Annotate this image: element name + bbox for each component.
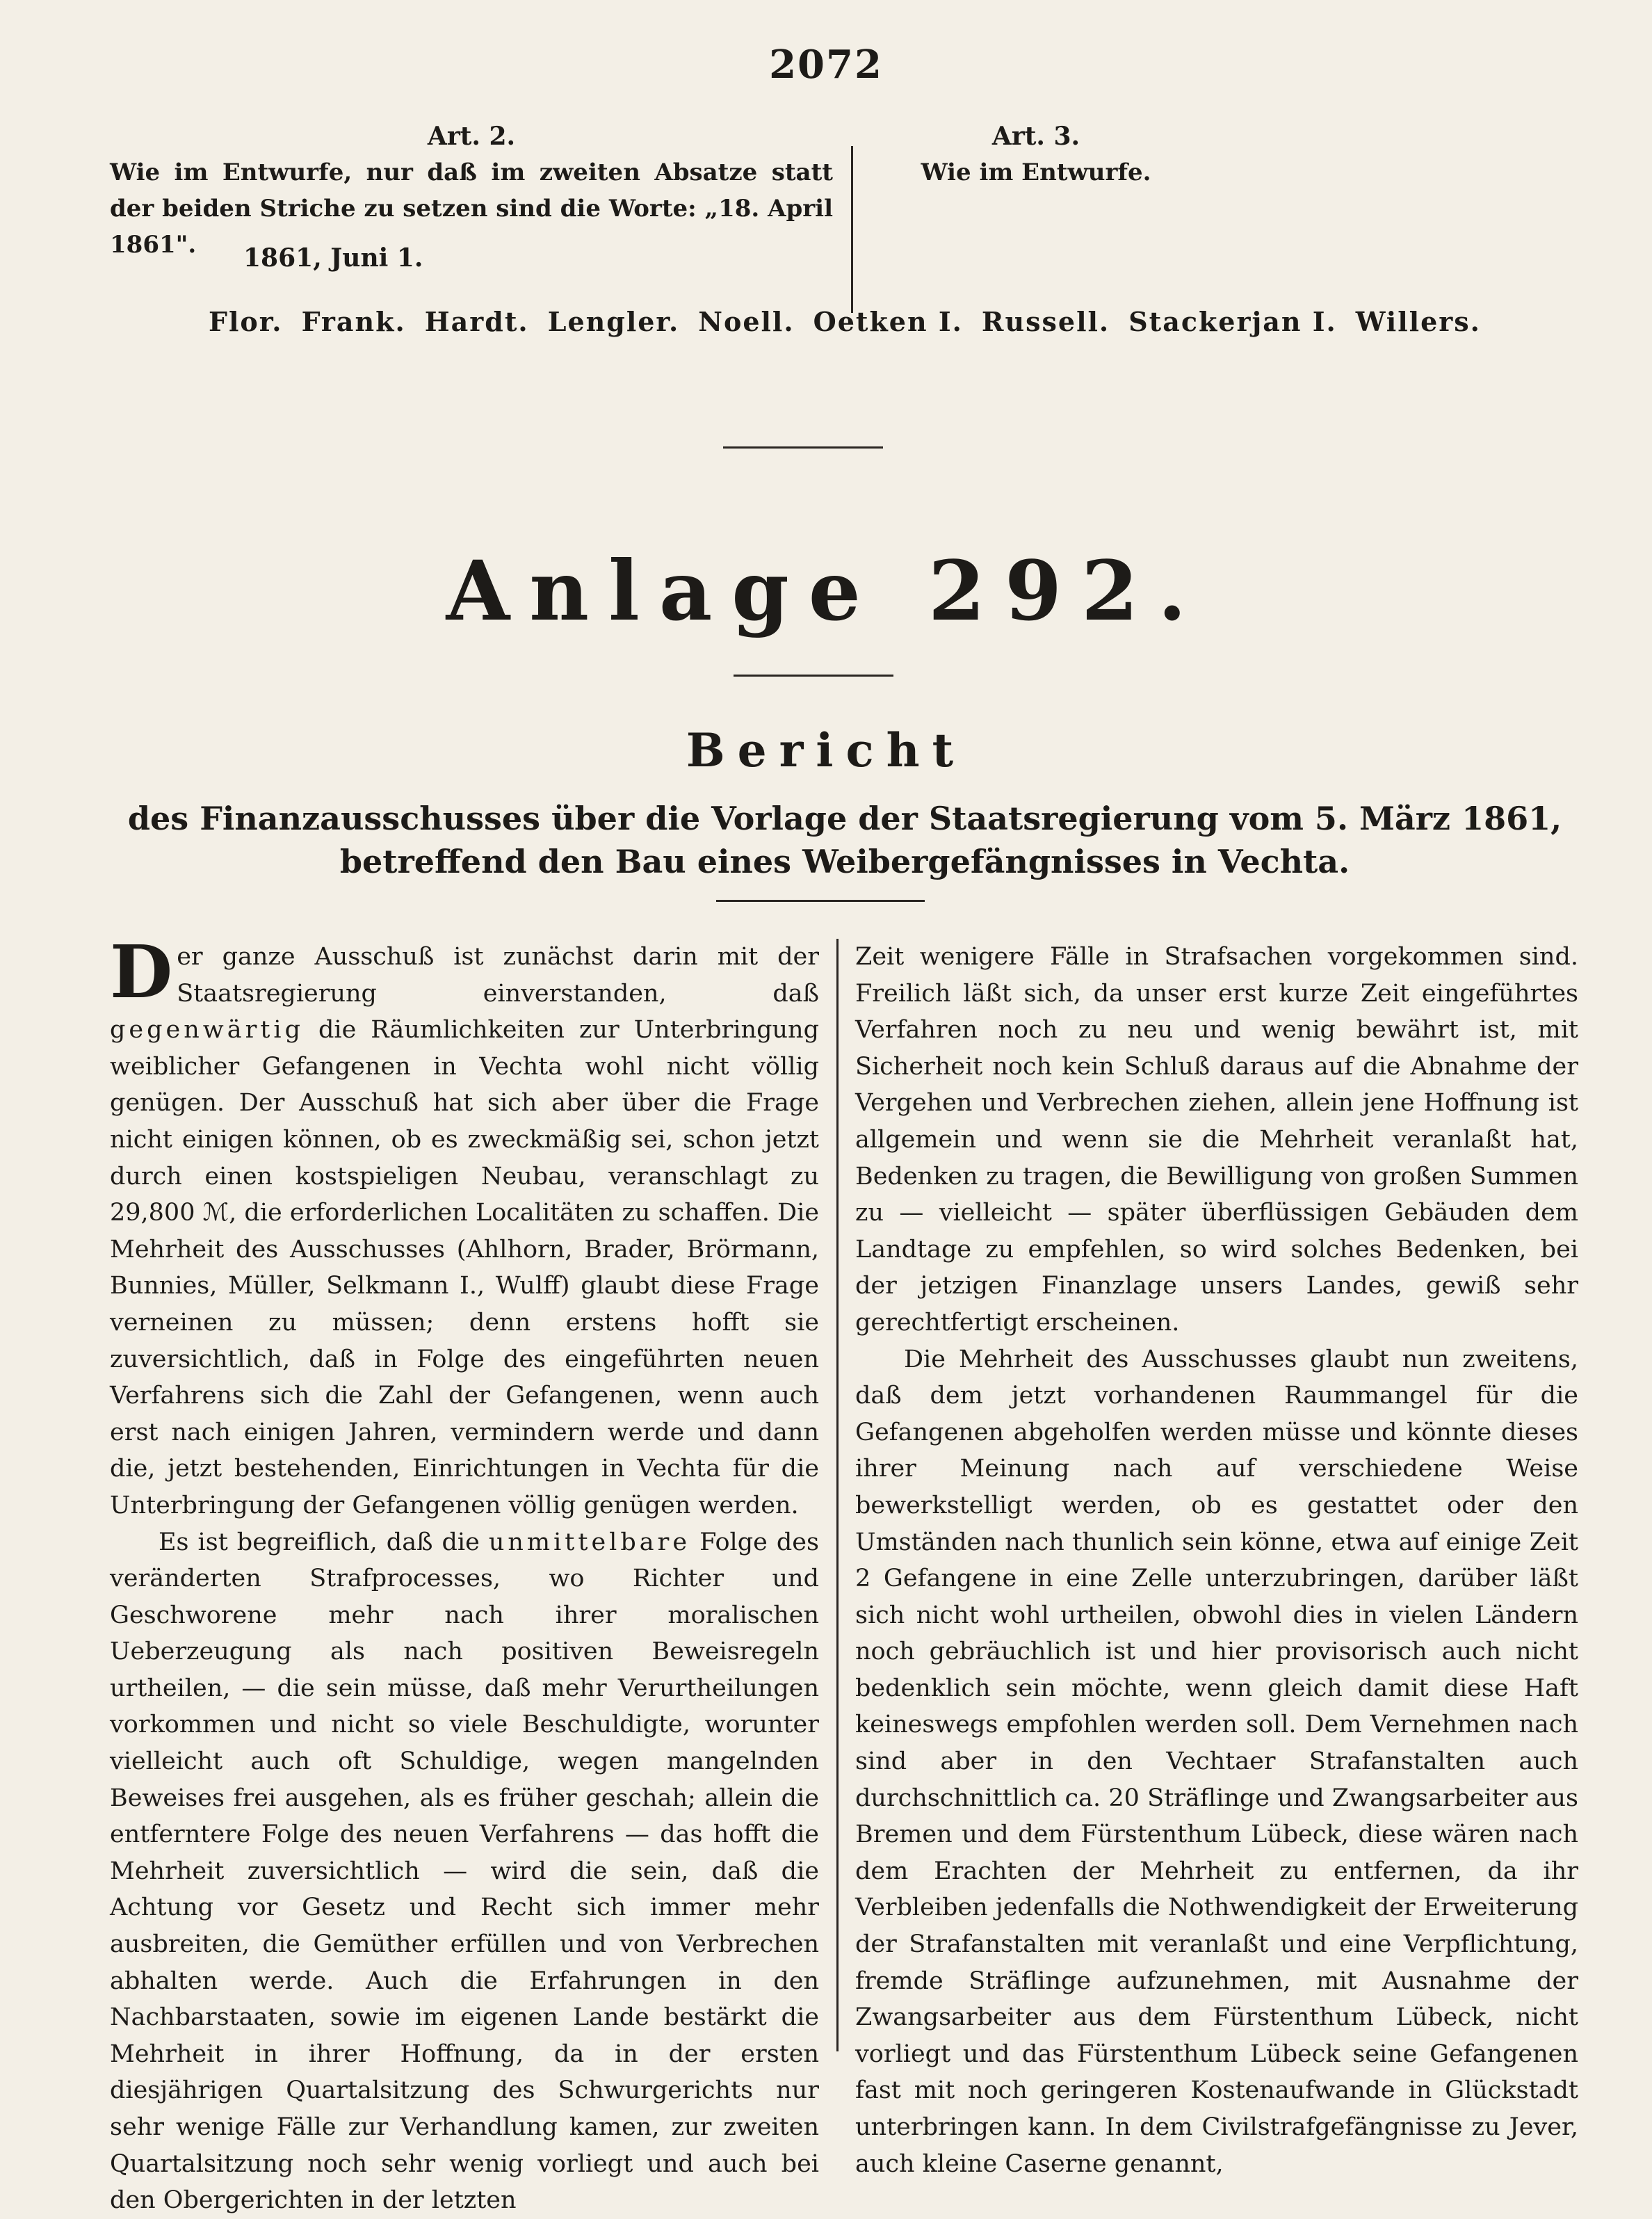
signature: Flor. [209,306,283,337]
article-2 [110,118,833,263]
section-rule [723,446,883,449]
section-rule [734,675,893,677]
paragraph-text: er ganze Ausschuß ist zunächst darin mit der Staatsregierung einverstanden, daß [177,943,819,1008]
signature-list [209,306,1481,337]
paragraph-text: die Räumlichkeiten zur Unterbringung weiblicher Gefangenen in Vechta wohl nicht völlig genügen. Der Ausschuß hat sich aber über die Frage nicht einigen können, ob es zweckmäßig sei, schon jetzt durch einen kostspieligen Neubau, veranschlagt zu 29,800 ℳ, die erforderlichen Localitäten zu schaffen. Die Mehrheit des Ausschusses (Ahlhorn, Brader, Brörmann, Bunnies, Müller, Selkmann I., Wulff) glaubt diese Frage verneinen zu müssen; denn erstens hofft sie zuversichtlich, daß in Folge des eingeführten neuen Verfahrens sich die Zahl der Gefangenen, wenn auch erst nach einigen Jahren, vermindern werde und dann die, jetzt bestehenden, Einrichtungen in Vechta für die Unterbringung der Gefangenen völlig genügen werden. [110,1016,819,1519]
signature: Oetken I. [813,306,963,337]
annex-title: Anlage 292. [446,542,1206,639]
body-paragraph [110,929,819,1524]
article-3-text: Wie im Entwurfe. [921,159,1151,186]
body-column-divider [836,939,839,2051]
signature: Willers. [1355,306,1481,337]
body-paragraph: Die Mehrheit des Ausschusses glaubt nun zweitens, daß dem jetzt vorhandenen Raummangel für die Gefangenen abgeholfen werden müsse und könnte dieses ihrer Meinung nach auf verschiedene Weise bewerkstelligt werden, ob es gestattet oder den Umständen nach thunlich sein könne, etwa auf einige Zeit 2 Gefangene in eine Zelle unterzubringen, darüber läßt sich nicht wohl urtheilen, obwohl dies in vielen Ländern noch gebräuchlich ist und hier provisorisch auch nicht bedenklich sein möchte, wenn gleich damit diese Haft keineswegs empfohlen werden soll. Dem Vernehmen nach sind aber in den Vechtaer Strafanstalten auch durchschnittlich ca. 20 Sträflinge und Zwangsarbeiter aus Bremen und dem Fürstenthum Lübeck, diese wären nach dem Erachten der Mehrheit zu entfernen, da ihr Verbleiben jedenfalls die Nothwendigkeit der Erweiterung der Strafanstalten mit veranlaßt und eine Verpflichtung, fremde Sträflinge aufzunehmen, mit Ausnahme der Zwangsarbeiter aus dem Fürstenthum Lübeck, nicht vorliegt und das Fürstenthum Lübeck seine Gefangenen fast mit noch geringeren Kostenaufwande in Glückstadt unterbringen kann. In dem Civilstrafgefängnisse zu Jever, auch kleine Caserne genannt, [855,1345,1578,2178]
article-2-title: Art. 2. [427,122,516,151]
paragraph-text: Folge des veränderten Strafprocesses, wo Richter und Geschworene mehr nach ihrer moralischen Ueberzeugung als nach positiven Beweisregeln urtheilen, — die sein müsse, daß mehr Verurtheilungen vorkommen und nicht so viele Beschuldigte, worunter vielleicht auch oft Schuldige, wegen mangelnden Beweises frei ausgehen, als es früher geschah; allein die entferntere Folge des neuen Verfahrens — das hofft die Mehrheit zuversichtlich — wird die sein, daß die Achtung vor Gesetz und Recht sich immer mehr ausbreiten, die Gemüther erfüllen und von Verbrechen abhalten werde. Auch die Erfahrungen in den Nachbarstaaten, sowie im eigenen Lande bestärkt die Mehrheit in ihrer Hoffnung, da in der ersten diesjährigen Quartalsitzung des Schwurgerichts nur sehr wenige Fälle zur Verhandlung kamen, zur zweiten Quartalsitzung noch sehr wenig vorliegt und auch bei den Obergerichten in der letzten [110,1528,819,2215]
article-3 [904,118,1168,191]
signature: Hardt. [424,306,529,337]
report-subtitle: des Finanzausschusses über die Vorlage der Staatsregierung vom 5. März 1861, betreffend den Bau eines Weibergefängnisses in Vechta. [127,800,1562,880]
body-column-left [110,929,819,2219]
signature: Lengler. [547,306,680,337]
emphasized-word: unmittelbare [488,1528,691,1556]
signature: Stackerjan I. [1128,306,1337,337]
signature: Frank. [301,306,406,337]
body-paragraph: Zeit wenigere Fälle in Strafsachen vorgekommen sind. Freilich läßt sich, da unser erst kurze Zeit eingeführtes Verfahren noch zu neu und wenig bewährt ist, mit Sicherheit noch kein Schluß daraus auf die Abnahme der Vergehen und Verbrechen ziehen, allein jene Hoffnung ist allgemein und wenn sie die Mehrheit veranlaßt hat, Bedenken zu tragen, die Bewilligung von großen Summen zu — vielleicht — später überflüssigen Gebäuden dem Landtage zu empfehlen, so wird solches Bedenken, bei der jetzigen Finanzlage unsers Landes, gewiß sehr gerechtfertigt erscheinen. [855,943,1578,1337]
signature: Russell. [981,306,1110,337]
report-title: Bericht [686,723,966,777]
paragraph-text: Es ist begreiflich, daß die [159,1528,480,1556]
section-rule [716,900,925,902]
page-number: 2072 [769,42,883,88]
drop-capital: D [110,929,173,1015]
body-paragraph [110,1524,819,2219]
article-3-title: Art. 3. [991,122,1080,151]
article-2-text: Wie im Entwurfe, nur daß im zweiten Absatze statt der beiden Striche zu setzen sind die Worte: „18. April 1861". [110,159,833,259]
body-column-right [855,939,1578,2182]
emphasized-word: gegenwärtig [110,1016,304,1044]
signature: Noell. [698,306,795,337]
signing-date: 1861, Juni 1. [243,243,423,273]
top-column-divider [851,146,853,313]
